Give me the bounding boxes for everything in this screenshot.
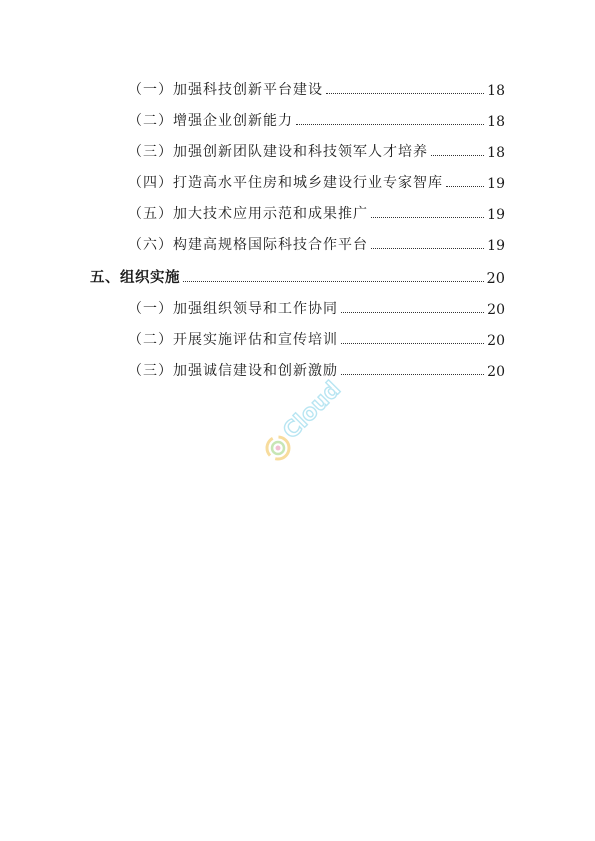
toc-section-label: 五、组织实施	[90, 270, 180, 286]
toc-entry-label: （一）加强组织领导和工作协同	[128, 301, 338, 317]
toc-page-number: 18	[487, 145, 505, 161]
toc-entry-5-3[interactable]	[128, 358, 505, 380]
toc-page-number: 20	[486, 271, 505, 287]
toc-entry-label: （四）打造高水平住房和城乡建设行业专家智库	[128, 175, 443, 191]
toc-entry-5-1[interactable]	[128, 296, 505, 318]
toc-leader-dots	[183, 280, 484, 282]
toc-leader-dots	[341, 373, 484, 375]
watermark-text: Cloud	[278, 378, 346, 445]
toc-leader-dots	[296, 123, 484, 125]
toc-entry-2-1[interactable]	[128, 77, 505, 99]
toc-entry-2-3[interactable]	[128, 139, 505, 161]
toc-entry-5-2[interactable]	[128, 327, 505, 349]
toc-entry-label: （二）开展实施评估和宣传培训	[128, 332, 338, 348]
toc-entry-label: （三）加强创新团队建设和科技领军人才培养	[128, 144, 428, 160]
toc-leader-dots	[446, 185, 484, 187]
toc-entry-label: （二）增强企业创新能力	[128, 113, 293, 129]
toc-entry-section-5[interactable]	[90, 265, 505, 287]
toc-leader-dots	[431, 154, 484, 156]
cloud-logo-icon	[258, 378, 354, 468]
toc-page-number: 19	[487, 176, 505, 192]
toc-page-number: 19	[487, 207, 505, 223]
toc-entry-2-6[interactable]	[128, 232, 505, 254]
toc-leader-dots	[371, 216, 484, 218]
toc-entry-label: （六）构建高规格国际科技合作平台	[128, 237, 368, 253]
cloud-watermark-logo	[258, 378, 354, 468]
toc-leader-dots	[341, 311, 484, 313]
toc-entry-label: （三）加强诚信建设和创新激励	[128, 363, 338, 379]
toc-page-number: 18	[487, 83, 505, 99]
toc-entry-2-5[interactable]	[128, 201, 505, 223]
toc-page-number: 18	[487, 114, 505, 130]
toc-page-number: 19	[487, 238, 505, 254]
toc-page-number: 20	[487, 302, 505, 318]
toc-entry-label: （一）加强科技创新平台建设	[128, 82, 323, 98]
toc-entry-2-4[interactable]	[128, 170, 505, 192]
toc-leader-dots	[341, 342, 484, 344]
toc-leader-dots	[326, 92, 484, 94]
toc-entry-label: （五）加大技术应用示范和成果推广	[128, 206, 368, 222]
toc-entry-2-2[interactable]	[128, 108, 505, 130]
toc-leader-dots	[371, 247, 484, 249]
toc-page-number: 20	[487, 364, 505, 380]
toc-page-number: 20	[487, 333, 505, 349]
